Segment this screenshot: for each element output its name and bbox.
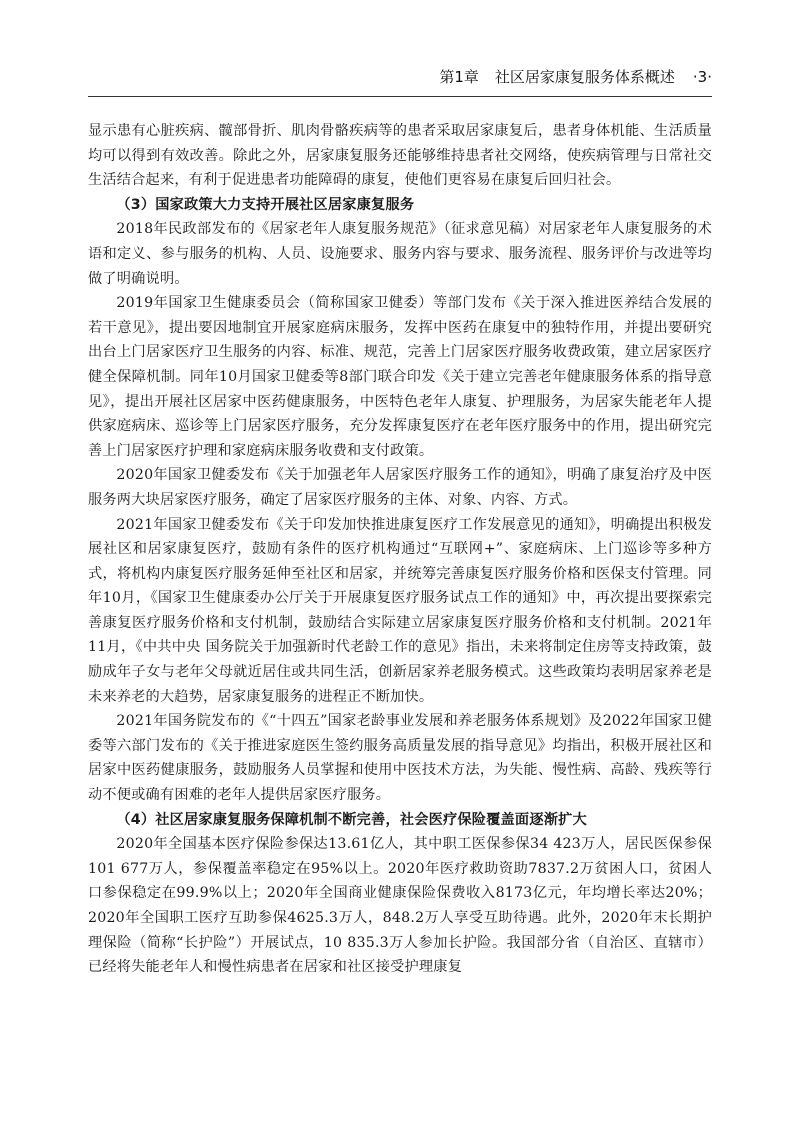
chapter-title: 社区居家康复服务体系概述: [494, 68, 675, 86]
paragraph-2018: 2018年民政部发布的《居家老年人康复服务规范》（征求意见稿）对居家老年人康复服务的术语和定义、参与服务的机构、人员、设施要求、服务内容与要求、服务流程、服务评价与改进等均做了明确说明。: [88, 221, 712, 287]
page-body: [88, 119, 712, 980]
paragraph-intro: 显示患有心脏疾病、髋部骨折、肌肉骨骼疾病等的患者采取居家康复后，患者身体机能、生活质量均可以得到有效改善。除此之外，居家康复服务还能够维持患者社交网络，使疾病管理与日常社交生活结合起来，有利于促进患者功能障碍的康复，使他们更容易在康复后回归社会。: [88, 123, 712, 189]
chapter-number: 第1章: [439, 68, 479, 86]
paragraph-2021-a: 2021年国家卫健委发布《关于印发加快推进康复医疗工作发展意见的通知》，明确提出积极发展社区和居家康复医疗，鼓励有条件的医疗机构通过“互联网+”、家庭病床、上门巡诊等多种方式，将机构内康复医疗服务延伸至社区和居家，并统筹完善康复医疗服务价格和医保支付管理。同年10月，《国家卫生健康委办公厅关于开展康复医疗服务试点工作的通知》中，再次提出要探索完善康复医疗服务价格和支付机制，鼓励结合实际建立居家康复医疗服务价格和支付机制。2021年11月，《中共中央 国务院关于加强新时代老龄工作的意见》指出，未来将制定住房等支持政策，鼓励成年子女与老年父母就近居住或共同生活，创新居家养老服务模式。这些政策均表明居家养老是未来养老的大趋势，居家康复服务的进程正不断加快。: [88, 516, 712, 705]
section-heading-4: （4）社区居家康复服务保障机制不断完善，社会医疗保险覆盖面逐渐扩大: [116, 811, 587, 828]
paragraph-statistics: 2020年全国基本医疗保险参保达13.61亿人，其中职工医保参保34 423万人，居民医保参保101 677万人，参保覆盖率稳定在95%以上。2020年医疗救助资助7837.2万贫困人口，贫困人口参保稳定在99.9%以上；2020年全国商业健康保险保费收入8173亿元，年均增长率达20%；2020年全国职工医疗互助参保4625.3万人，848.2万人享受互助待遇。此外，2020年末长期护理保险（简称“长护险”）开展试点，10 835.3万人参加长护险。我国部分省（自治区、直辖市）已经将失能老年人和慢性病患者在居家和社区接受护理康复: [88, 836, 712, 976]
paragraph-2019: 2019年国家卫生健康委员会（简称国家卫健委）等部门发布《关于深入推进医养结合发展的若干意见》，提出要因地制宜开展家庭病床服务，发挥中医药在康复中的独特作用，并提出要研究出台上门居家医疗卫生服务的内容、标准、规范，完善上门居家医疗服务收费政策，建立居家医疗健全保障机制。同年10月国家卫健委等8部门联合印发《关于建立完善老年健康服务体系的指导意见》，提出开展社区居家中医药健康服务，中医特色老年人康复、护理服务，为居家失能老年人提供家庭病床、巡诊等上门居家医疗服务，充分发挥康复医疗在老年医疗服务中的作用，提出研究完善上门居家医疗护理和家庭病床服务收费和支付政策。: [88, 295, 712, 459]
section-heading-3: （3）国家政策大力支持开展社区居家康复服务: [116, 196, 415, 213]
page-number: ·3·: [692, 68, 712, 86]
paragraph-2020: 2020年国家卫健委发布《关于加强老年人居家医疗服务工作的通知》，明确了康复治疗及中医服务两大块居家医疗服务，确定了居家医疗服务的主体、对象、内容、方式。: [88, 467, 712, 508]
running-header: [88, 62, 712, 97]
paragraph-2021-b: 2021年国务院发布的《“十四五”国家老龄事业发展和养老服务体系规划》及2022年国家卫健委等六部门发布的《关于推进家庭医生签约服务高质量发展的指导意见》均指出，积极开展社区和居家中医药健康服务，鼓励服务人员掌握和使用中医技术方法，为失能、慢性病、高龄、残疾等行动不便或确有困难的老年人提供居家医疗服务。: [88, 713, 712, 804]
header-text: [439, 66, 712, 96]
